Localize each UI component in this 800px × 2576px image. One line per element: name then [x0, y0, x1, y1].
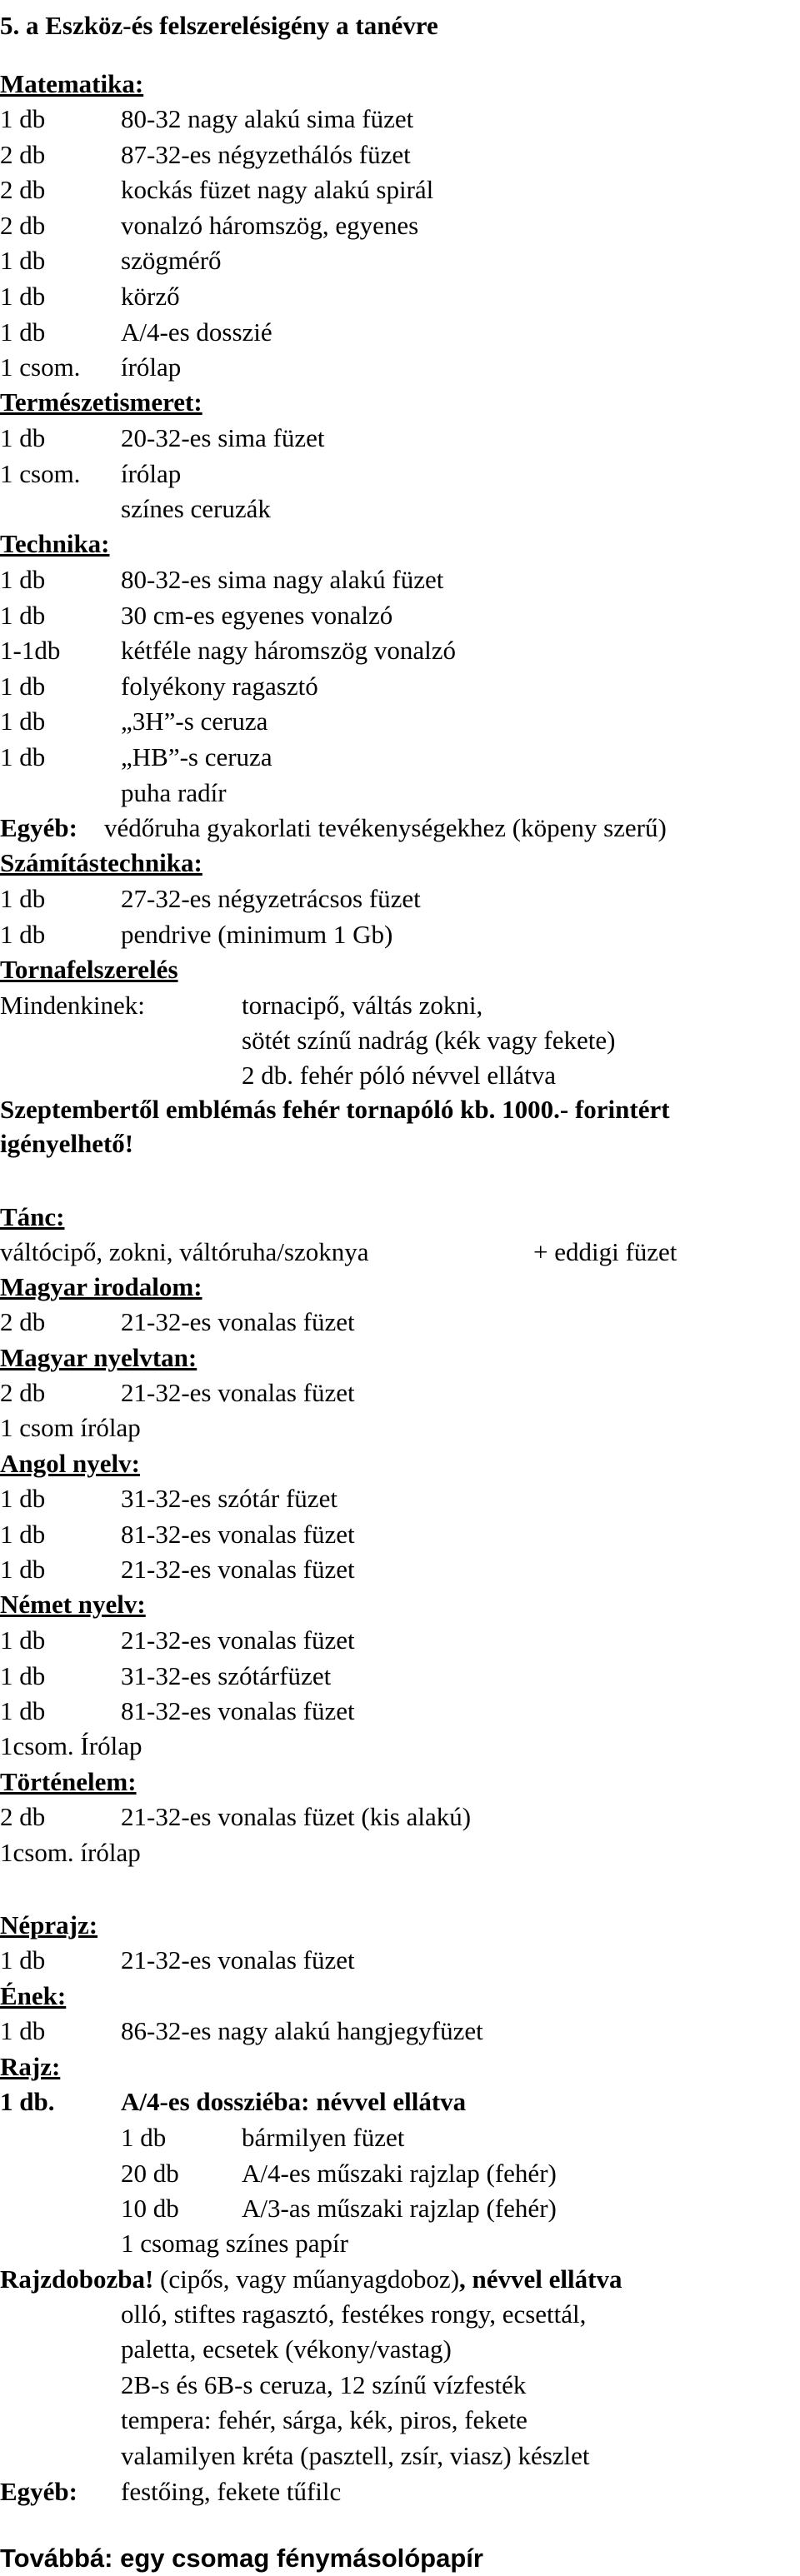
section-heading-text: Matematika: — [0, 69, 144, 98]
item-desc: 81-32-es vonalas füzet — [121, 1696, 355, 1726]
item-desc: A/4-es dossziéba: névvel ellátva — [121, 2087, 467, 2116]
item-desc: 27-32-es négyzetrácsos füzet — [121, 884, 421, 913]
rajzdoboz-item: paletta, ecsetek (vékony/vastag) — [121, 2334, 452, 2364]
section-heading-text: Néprajz: — [0, 1910, 98, 1939]
section-heading-text: Angol nyelv: — [0, 1449, 140, 1478]
item-desc: 21-32-es vonalas füzet — [121, 1555, 355, 1585]
item-desc: 81-32-es vonalas füzet — [121, 1519, 355, 1549]
item-qty: 1 db — [121, 2123, 167, 2152]
section-heading-text: Természetismeret: — [0, 387, 202, 417]
item-desc: 86-32-es nagy alakú hangjegyfüzet — [121, 2016, 483, 2045]
item-desc: 80-32-es sima nagy alakú füzet — [121, 565, 444, 594]
rajzdoboz-text: , névvel ellátva — [459, 2264, 622, 2294]
item-qty: 1 csom. — [0, 458, 81, 488]
item-desc: pendrive (minimum 1 Gb) — [121, 919, 393, 949]
rajzdoboz-item: tempera: fehér, sárga, kék, piros, fekete — [121, 2405, 528, 2435]
section-heading-text: Magyar irodalom: — [0, 1272, 202, 1301]
item-qty: 1 db — [0, 919, 46, 949]
item-qty: 1 db — [0, 282, 46, 311]
item-desc: 31-32-es szótár füzet — [121, 1484, 338, 1513]
section-heading-text: Német nyelv: — [0, 1590, 146, 1619]
item-desc: „3H”-s ceruza — [121, 706, 268, 736]
item-qty: 1 db — [0, 2016, 46, 2045]
item-desc: szögmérő — [121, 246, 222, 276]
item-qty: 2 db — [0, 1802, 46, 1831]
item-qty: 1 db — [0, 1484, 46, 1513]
item-qty: 1 db — [0, 1660, 46, 1690]
item-desc: 80-32 nagy alakú sima füzet — [121, 104, 414, 133]
footer-text: Továbbá: egy csomag fénymásolópapír — [0, 2544, 483, 2573]
torna-line: tornacipő, váltás zokni, — [242, 991, 483, 1020]
item-desc: vonalzó háromszög, egyenes — [121, 210, 419, 240]
rajzdoboz-text: Rajzdobozba! — [0, 2264, 154, 2294]
item-qty: 20 db — [121, 2158, 179, 2188]
document-title-text: 5. a Eszköz-és felszerelésigény a tanévre — [0, 11, 438, 40]
item-desc: írólap — [121, 352, 182, 382]
item-extra: 1 csom írólap — [0, 1413, 141, 1442]
item-qty: 1 db — [0, 104, 46, 133]
torna-line: 2 db. fehér póló névvel ellátva — [242, 1061, 557, 1090]
rajzdoboz-item: valamilyen kréta (pasztell, zsír, viasz) készlet — [121, 2440, 590, 2470]
section-heading-text: Tornafelszerelés — [0, 955, 178, 984]
item-qty: 2 db — [0, 175, 46, 205]
item-desc: puha radír — [121, 777, 227, 807]
rajzdoboz-row — [0, 2262, 622, 2297]
item-desc: 21-32-es vonalas füzet — [121, 1378, 355, 1407]
item-desc: színes ceruzák — [121, 494, 271, 524]
item-qty: 1 db — [0, 317, 46, 347]
item-desc: 21-32-es vonalas füzet — [121, 1625, 355, 1655]
tanc-extra: + eddigi füzet — [533, 1237, 678, 1266]
item-desc: 21-32-es vonalas füzet (kis alakú) — [121, 1802, 472, 1831]
section-heading-text: Történelem: — [0, 1767, 137, 1796]
item-desc: 31-32-es szótárfüzet — [121, 1660, 332, 1690]
item-qty: 10 db — [121, 2194, 179, 2224]
item-qty: 1 db — [0, 600, 46, 630]
item-qty: 1 db — [0, 884, 46, 913]
item-qty: 1 db — [0, 423, 46, 452]
item-qty: 1 db — [0, 565, 46, 594]
tanc-text: váltócipő, zokni, váltóruha/szoknya — [0, 1237, 369, 1266]
item-desc: „HB”-s ceruza — [121, 742, 272, 771]
section-heading-text: Tánc: — [0, 1202, 65, 1231]
item-qty: 2 db — [0, 210, 46, 240]
item-qty: 1 db — [0, 1625, 46, 1655]
item-desc: 20-32-es sima füzet — [121, 423, 325, 452]
item-desc: írólap — [121, 458, 182, 488]
item-qty: 1 db — [0, 671, 46, 701]
item-qty: 1-1db — [0, 636, 61, 666]
item-desc: bármilyen füzet — [242, 2123, 405, 2152]
rajzdoboz-item: 2B-s és 6B-s ceruza, 12 színű vízfesték — [121, 2369, 527, 2399]
section-heading-text: Rajz: — [0, 2052, 61, 2081]
item-desc: 21-32-es vonalas füzet — [121, 1307, 355, 1336]
item-qty: 1 db — [0, 706, 46, 736]
item-qty: 1 db — [0, 1696, 46, 1726]
torna-notice-text: igényelhető! — [0, 1129, 134, 1158]
section-heading-text: Ének: — [0, 1981, 67, 2010]
rajzdoboz-item: olló, stiftes ragasztó, festékes rongy, ecsettál, — [121, 2299, 587, 2329]
torna-notice-text: Szeptembertől emblémás fehér tornapóló kb. 1000.- forintért — [0, 1095, 670, 1124]
item-desc: 21-32-es vonalas füzet — [121, 1945, 355, 1974]
item-qty: 2 db — [0, 1307, 46, 1336]
item-qty: 1 db — [0, 1945, 46, 1974]
item-extra: 1 csomag színes papír — [121, 2229, 348, 2258]
egyeb-label: Egyéb: — [0, 2477, 78, 2506]
item-extra: 1csom. írólap — [0, 1838, 141, 1867]
item-qty: 2 db — [0, 1378, 46, 1407]
item-desc: kétféle nagy háromszög vonalzó — [121, 636, 456, 666]
rajzdoboz-text: (cipős, vagy műanyagdoboz) — [153, 2264, 460, 2294]
item-desc: folyékony ragasztó — [121, 671, 318, 701]
item-desc: kockás füzet nagy alakú spirál — [121, 175, 434, 205]
torna-label: Mindenkinek: — [0, 991, 145, 1020]
item-qty: 1 db. — [0, 2087, 55, 2116]
item-desc: A/3-as műszaki rajzlap (fehér) — [242, 2194, 557, 2224]
item-desc: A/4-es műszaki rajzlap (fehér) — [242, 2158, 557, 2188]
torna-line: sötét színű nadrág (kék vagy fekete) — [242, 1026, 616, 1055]
section-heading-text: Technika: — [0, 529, 110, 558]
item-qty: 1 db — [0, 1555, 46, 1585]
item-qty: 1 db — [0, 742, 46, 771]
egyeb-text: védőruha gyakorlati tevékenységekhez (köpeny szerű) — [104, 813, 667, 842]
egyeb-text: festőing, fekete tűfilc — [121, 2477, 342, 2506]
item-qty: 1 db — [0, 1519, 46, 1549]
item-desc: körző — [121, 282, 180, 311]
section-heading-text: Magyar nyelvtan: — [0, 1343, 198, 1372]
section-heading-text: Számítástechnika: — [0, 848, 202, 877]
item-desc: A/4-es dosszié — [121, 317, 272, 347]
item-extra: 1csom. Írólap — [0, 1731, 142, 1760]
item-desc: 87-32-es négyzethálós füzet — [121, 139, 411, 169]
egyeb-label: Egyéb: — [0, 813, 78, 842]
item-qty: 1 db — [0, 246, 46, 276]
item-desc: 30 cm-es egyenes vonalzó — [121, 600, 393, 630]
item-qty: 1 csom. — [0, 352, 81, 382]
item-qty: 2 db — [0, 139, 46, 169]
